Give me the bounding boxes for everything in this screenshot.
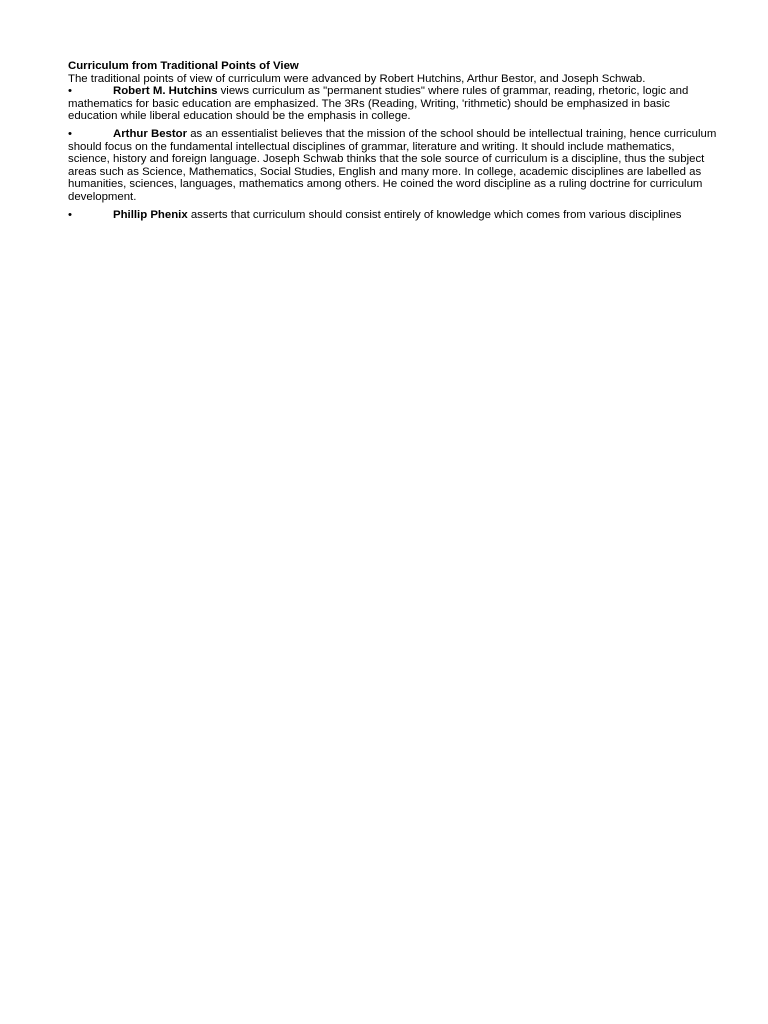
bullet-marker: • [68,208,72,221]
document-body [68,60,718,226]
bullet-item-hutchins [68,85,718,123]
bullet-item-bestor [68,128,718,204]
bullet-item-phenix [68,209,718,222]
document-title: Curriculum from Traditional Points of View [68,60,299,72]
bullet-name: Arthur Bestor [113,127,188,140]
bullet-text: as an essentialist believes that the mission of the school should be intellectual training, hence curriculum should focus on the fundamental intellectual disciplines of grammar, literature and writing. It should include mathematics, science, history and foreign language. Joseph Schwab thinks that the sole source of curriculum is a discipline, thus the subject areas such as Science, Mathematics, Social Studies, English and many more. In college, academic disciplines are labelled as humanities, sciences, languages, mathematics among others. He coined the word discipline as a ruling doctrine for curriculum development. [68,127,717,203]
bullet-name: Robert M. Hutchins [113,85,218,98]
intro-paragraph: The traditional points of view of curriculum were advanced by Robert Hutchins, Arthur Bestor, and Joseph Schwab. [68,72,646,85]
bullet-name: Phillip Phenix [113,208,188,221]
bullet-marker: • [68,127,72,140]
bullet-text: views curriculum as "permanent studies" where rules of grammar, reading, rhetoric, logic and mathematics for basic education are emphasized. The 3Rs (Reading, Writing, 'rithmetic) should be emphasized in basic education while liberal education should be the emphasis in college. [68,85,689,123]
bullet-text: asserts that curriculum should consist entirely of knowledge which comes from various disciplines [187,208,682,221]
bullet-marker: • [68,85,72,98]
